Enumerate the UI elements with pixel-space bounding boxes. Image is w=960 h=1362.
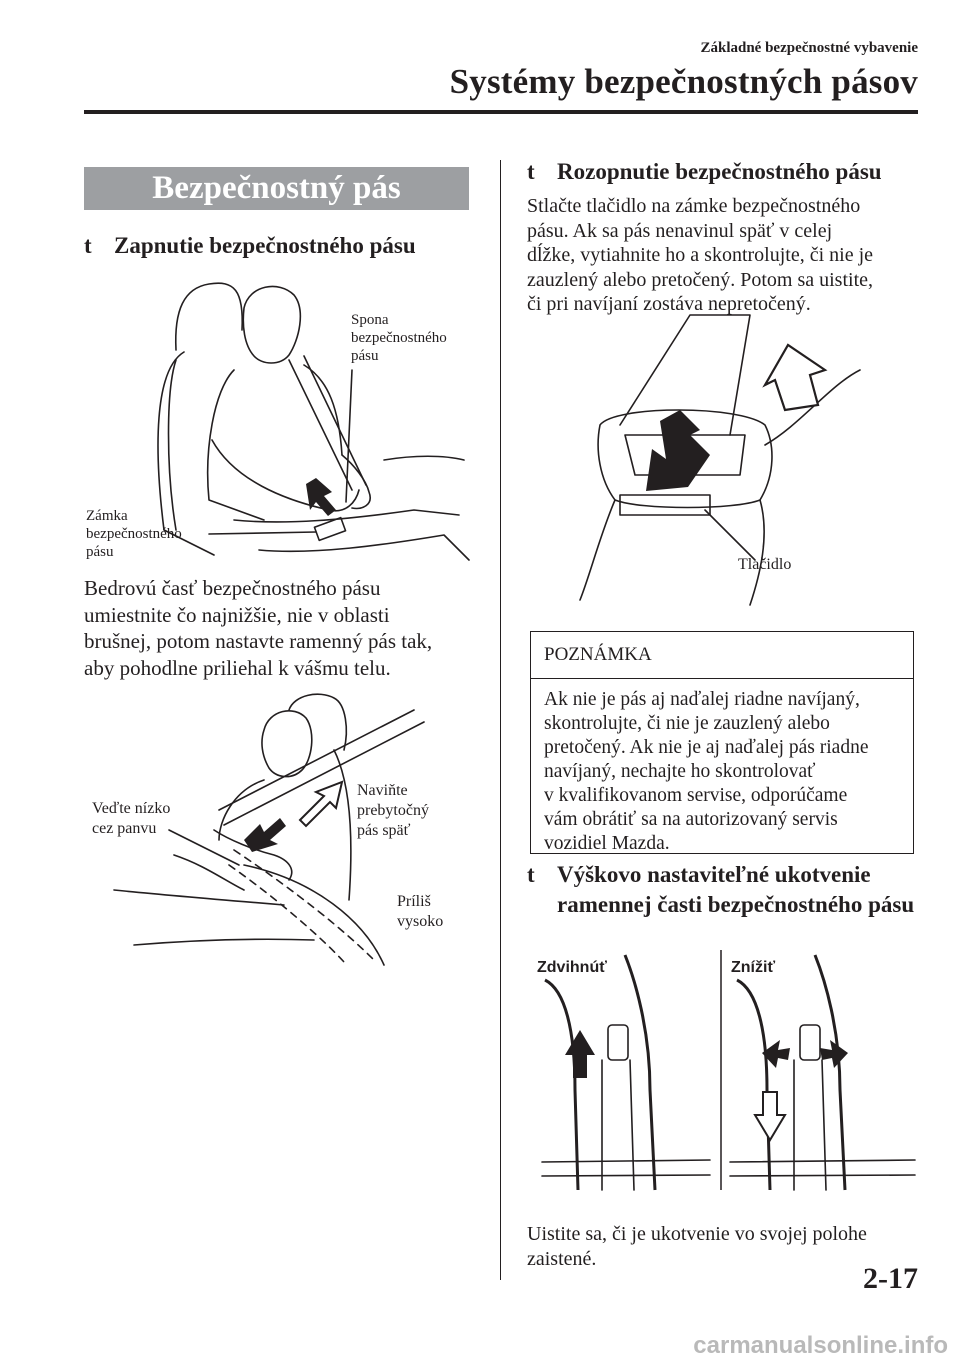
headrest-shape — [176, 283, 242, 350]
label-low — [92, 799, 170, 839]
thigh-upper — [114, 890, 284, 905]
paragraph-line: Uistite sa, či je ukotvenie vo svojej polohe — [527, 1223, 867, 1245]
column-divider — [500, 160, 501, 1280]
anchor-shape — [608, 1025, 628, 1060]
label-line: pás späť — [357, 822, 411, 839]
section-banner: Bezpečnostný pás — [84, 167, 469, 210]
label-line: pásu — [86, 544, 114, 560]
dash-line — [384, 456, 464, 460]
torso-left — [208, 370, 264, 520]
seat-back-shape — [334, 750, 351, 900]
head-shape — [243, 286, 300, 363]
release-arrow-icon — [765, 345, 825, 410]
pillar-left-edge — [737, 980, 770, 1190]
section-heading-text: Výškovo nastaviteľné ukotvenie — [557, 862, 871, 887]
bullet-icon: t — [84, 233, 92, 258]
label-buckle — [351, 311, 447, 365]
retract-arrow-icon — [300, 782, 342, 826]
thigh-lower — [259, 535, 469, 560]
section-heading-unfasten — [527, 157, 882, 187]
label-retract — [357, 781, 429, 841]
label-line: Príliš — [397, 893, 431, 910]
lower-arrow-icon — [755, 1092, 785, 1140]
thigh-lower — [134, 939, 314, 945]
floor-lines — [730, 1160, 915, 1176]
unfasten-paragraph — [527, 194, 873, 317]
instruction-paragraph — [84, 575, 432, 681]
label-lock — [86, 507, 182, 561]
paragraph-line: brušnej, potom nastavte ramenný pás tak, — [84, 629, 433, 653]
leader-line-button — [705, 510, 755, 560]
buckle-body-right — [750, 500, 764, 605]
paragraph-line: Bedrovú časť bezpečnostného pásu — [84, 576, 381, 600]
note-line: Ak nie je pás aj naďalej riadne navíjaný, — [544, 689, 860, 710]
label-line: bezpečnostného — [351, 330, 447, 346]
paragraph-line: zauzlený alebo pretočený. Potom sa uistite, — [527, 268, 874, 291]
note-line: skontrolujte, či nie je zauzlený alebo — [544, 713, 830, 734]
label-raise: Zdvihnúť — [537, 959, 607, 976]
paragraph-line: aby pohodlne priliehal k vášmu telu. — [84, 655, 391, 680]
lower-arm — [174, 855, 244, 890]
lap-belt-too-high — [234, 850, 374, 960]
section-heading-text: Rozopnutie bezpečnostného pásu — [557, 159, 882, 184]
buckle-release-illustration — [560, 315, 900, 605]
note-box — [530, 631, 914, 854]
push-arrow-icon — [646, 410, 710, 491]
label-line: vysoko — [397, 913, 444, 930]
lap-arrow-icon — [244, 818, 286, 852]
arm-left — [212, 440, 359, 511]
anchor-shape — [800, 1025, 820, 1060]
torso-right — [304, 365, 342, 455]
label-line: Veďte nízko — [92, 800, 171, 817]
height-adjust-illustration — [530, 950, 920, 1210]
watermark: carmanualsonline.info — [693, 1332, 948, 1359]
label-line: Spona — [351, 312, 389, 328]
label-line: pásu — [351, 348, 379, 364]
label-line: bezpečnostného — [86, 526, 182, 542]
note-line: v kvalifikovanom servise, odporúčame — [544, 785, 848, 806]
lap-belt-too-high-2 — [229, 865, 344, 962]
squeeze-arrow-right-icon — [820, 1040, 848, 1068]
bullet-icon: t — [527, 862, 535, 887]
belt-shape — [794, 1060, 826, 1190]
pillar-left-edge — [545, 980, 578, 1190]
label-line: Zámka — [86, 508, 128, 524]
paragraph-line: či pri navíjaní zostáva nepretočený. — [527, 293, 811, 315]
label-lower: Znížiť — [731, 959, 776, 976]
seat-back-inner — [169, 360, 177, 530]
chapter-title: Základné bezpečnostné vybavenie — [700, 40, 918, 56]
header-rule — [84, 110, 918, 114]
leader-line-lock — [209, 532, 316, 534]
paragraph-line: pásu. Ak sa pás nenavinul späť v celej — [527, 219, 833, 242]
thigh-upper — [234, 510, 459, 522]
note-title: POZNÁMKA — [531, 632, 913, 679]
pillar-right-edge — [815, 955, 845, 1190]
belt-shape — [602, 1060, 634, 1190]
note-body — [531, 679, 913, 856]
belt-edge-2 — [304, 356, 366, 485]
leader-line-low — [169, 830, 239, 865]
label-button: Tlačidlo — [738, 556, 792, 573]
label-too-high — [397, 892, 443, 932]
label-line: prebytočný — [357, 802, 429, 819]
height-adjust-paragraph — [527, 1222, 867, 1272]
label-line: Naviňte — [357, 782, 408, 799]
page-number: 2-17 — [863, 1262, 918, 1295]
floor-lines — [542, 1160, 710, 1176]
headrest-shape — [289, 694, 346, 750]
pillar-right-edge — [625, 955, 655, 1190]
paragraph-line: umiestnite čo najnižšie, nie v oblasti — [84, 602, 390, 627]
note-line: vám obrátiť sa na autorizovaný servis — [544, 809, 838, 830]
buckle-body-left — [580, 500, 615, 600]
section-heading-fasten — [84, 231, 416, 261]
note-line: navíjaný, nechajte ho skontrolovať — [544, 761, 816, 782]
section-heading-height-adjust — [527, 860, 914, 920]
paragraph-line: Stlačte tlačidlo na zámke bezpečnostného — [527, 195, 861, 217]
label-line: cez panvu — [92, 820, 157, 837]
section-heading-text: ramennej časti bezpečnostného pásu — [557, 892, 915, 917]
paragraph-line: dĺžke, vytiahnite ho a skontrolujte, či nie je — [527, 244, 874, 266]
insert-arrow-icon — [306, 478, 336, 516]
note-line: pretočený. Ak nie je aj naďalej pás riadne — [544, 737, 869, 758]
raise-arrow-icon — [565, 1030, 595, 1078]
page-title: Systémy bezpečnostných pásov — [449, 62, 918, 101]
paragraph-line: zaistené. — [527, 1248, 597, 1270]
section-heading-text: Zapnutie bezpečnostného pásu — [114, 233, 416, 258]
note-line: vozidiel Mazda. — [544, 833, 670, 854]
bullet-icon: t — [527, 159, 535, 184]
